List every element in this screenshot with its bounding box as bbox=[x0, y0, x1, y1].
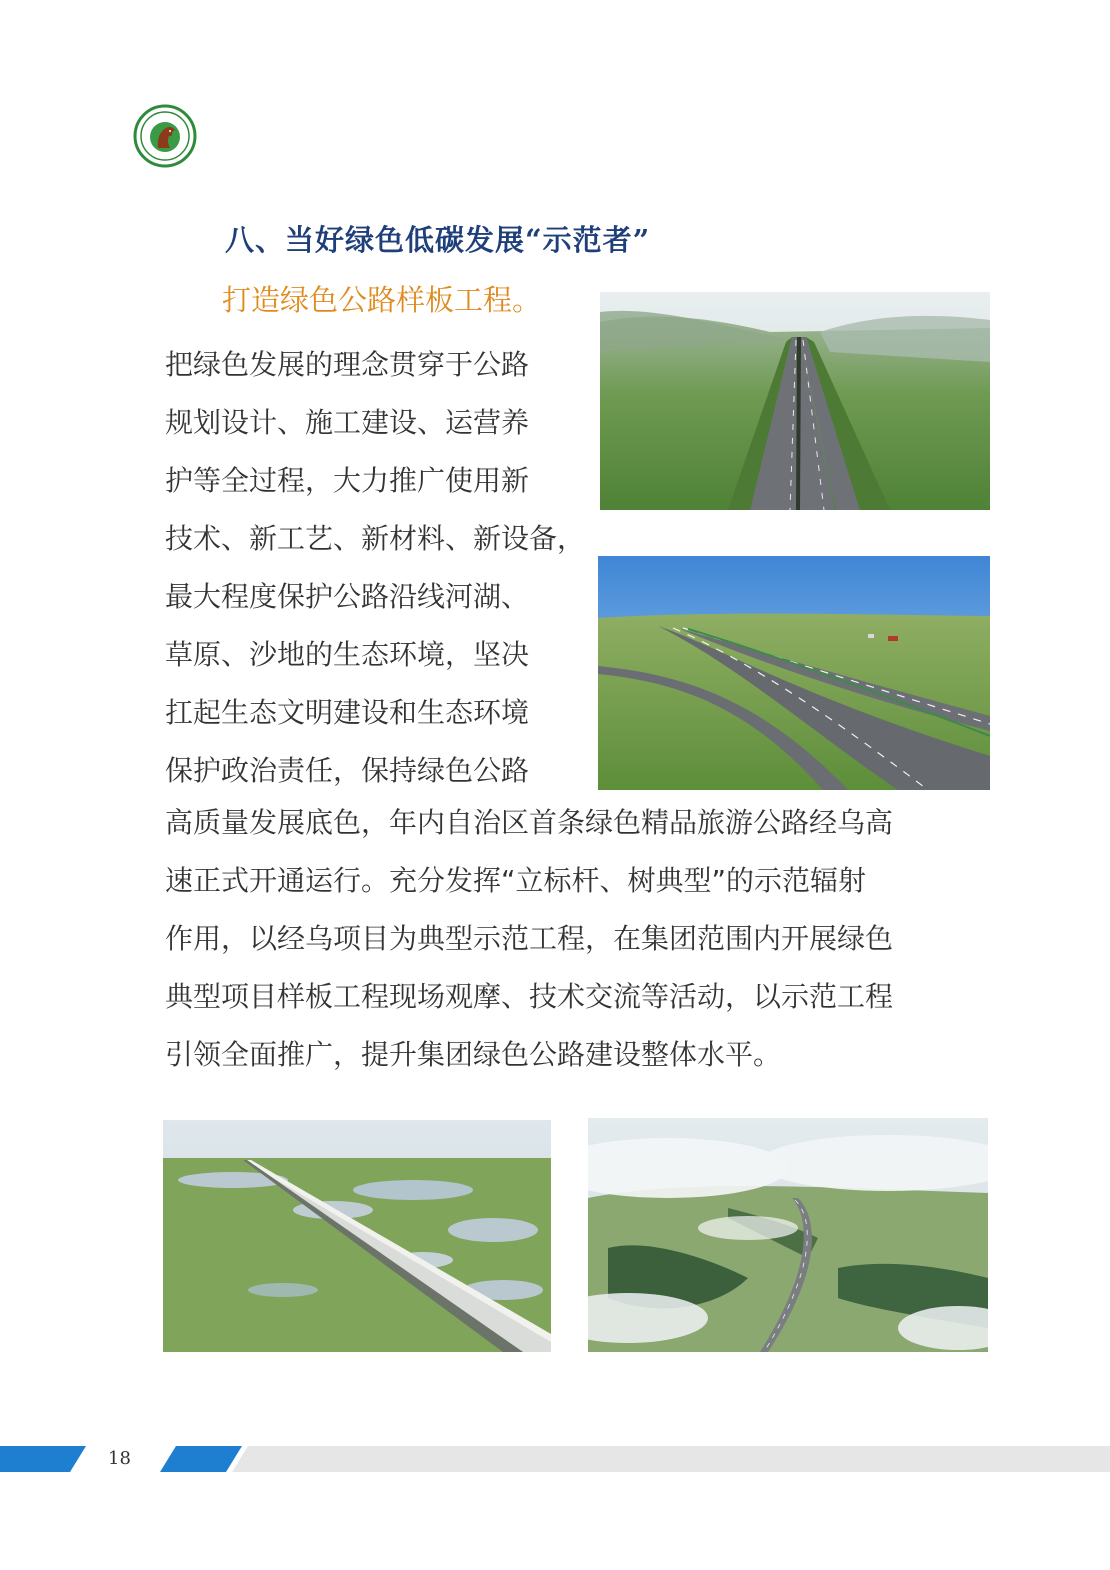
text-line: 高质量发展底色，年内自治区首条绿色精品旅游公路经乌高 bbox=[165, 806, 894, 839]
body-text-narrow bbox=[165, 336, 585, 800]
text-line: 作用，以经乌项目为典型示范工程，在集团范围内开展绿色 bbox=[165, 922, 894, 955]
text-line: 把绿色发展的理念贯穿于公路 bbox=[165, 348, 530, 381]
body-text-wide bbox=[165, 794, 995, 1084]
text-line: 速正式开通运行。充分发挥“立标杆、树典型”的示范辐射 bbox=[165, 864, 867, 897]
text-line: 最大程度保护公路沿线河湖、 bbox=[165, 580, 530, 613]
text-line: 扛起生态文明建设和生态环境 bbox=[165, 696, 530, 729]
text-line: 引领全面推广，提升集团绿色公路建设整体水平。 bbox=[165, 1038, 782, 1071]
text-line: 技术、新工艺、新材料、新设备， bbox=[165, 522, 586, 555]
wetland-bridge-photo bbox=[163, 1120, 551, 1352]
text-line: 典型项目样板工程现场观摩、技术交流等活动，以示范工程 bbox=[165, 980, 894, 1013]
text-line: 保护政治责任，保持绿色公路 bbox=[165, 754, 530, 787]
text-line: 草原、沙地的生态环境，坚决 bbox=[165, 638, 530, 671]
highway-grassland-photo bbox=[600, 292, 990, 510]
text-line: 护等全过程，大力推广使用新 bbox=[165, 464, 530, 497]
page-number: 18 bbox=[108, 1448, 131, 1469]
highway-curve-photo bbox=[598, 556, 990, 790]
logo-emblem-icon bbox=[133, 104, 197, 168]
cloud-forest-road-photo bbox=[588, 1118, 988, 1352]
lead-sentence: 打造绿色公路样板工程。 bbox=[222, 283, 542, 317]
footer-band bbox=[0, 1444, 1110, 1474]
section-heading: 八、当好绿色低碳发展“示范者” bbox=[225, 223, 651, 257]
text-line: 规划设计、施工建设、运营养 bbox=[165, 406, 530, 439]
